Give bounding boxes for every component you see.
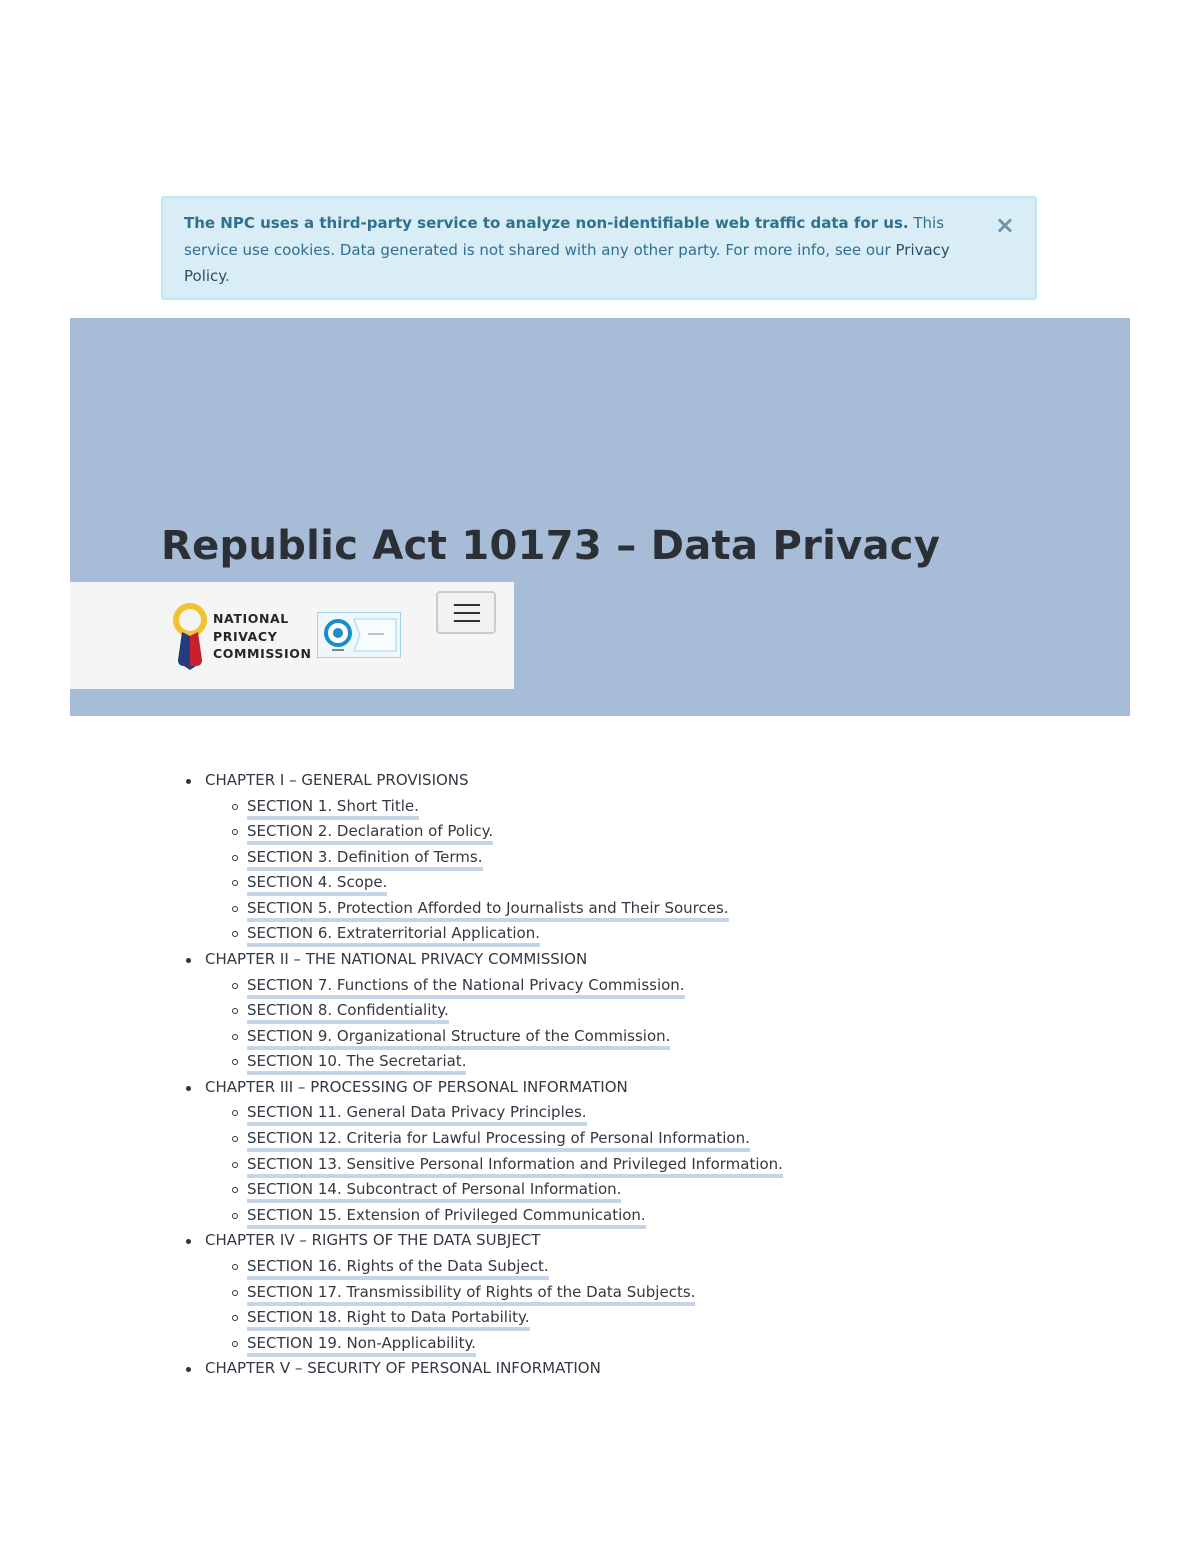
table-of-contents: [0, 768, 1200, 1382]
chapter-item: [0, 1228, 1200, 1356]
certification-seal-icon: [318, 613, 400, 657]
section-link[interactable]: SECTION 8. Confidentiality.: [247, 1001, 449, 1024]
section-link[interactable]: SECTION 5. Protection Afforded to Journalists and Their Sources.: [247, 899, 729, 922]
section-link[interactable]: SECTION 10. The Secretariat.: [247, 1052, 466, 1075]
certification-seal: [317, 612, 401, 658]
section-link[interactable]: SECTION 4. Scope.: [247, 873, 387, 896]
section-item: [247, 794, 1200, 820]
section-item: [247, 1331, 1200, 1357]
section-item: [247, 1305, 1200, 1331]
section-link[interactable]: SECTION 12. Criteria for Lawful Processing of Personal Information.: [247, 1129, 750, 1152]
org-name[interactable]: [213, 610, 312, 663]
notice-text: This service use cookies. Data generated is not shared with any other party. For more info, see our: [184, 214, 945, 259]
org-name-line2: PRIVACY: [213, 628, 278, 644]
section-item: [247, 1152, 1200, 1178]
section-item: [247, 1177, 1200, 1203]
navbar: [70, 582, 514, 689]
section-item: [247, 1100, 1200, 1126]
section-link[interactable]: SECTION 7. Functions of the National Privacy Commission.: [247, 976, 685, 999]
section-link[interactable]: SECTION 17. Transmissibility of Rights of the Data Subjects.: [247, 1283, 695, 1306]
section-list: [205, 1254, 1200, 1356]
notice-bold-text: The NPC uses a third-party service to analyze non-identifiable web traffic data for us.: [184, 214, 909, 232]
chapter-label: CHAPTER I – GENERAL PROVISIONS: [205, 771, 469, 789]
section-link[interactable]: SECTION 1. Short Title.: [247, 797, 419, 820]
section-link[interactable]: SECTION 15. Extension of Privileged Communication.: [247, 1206, 646, 1229]
section-item: [247, 870, 1200, 896]
section-item: [247, 973, 1200, 999]
section-item: [247, 1203, 1200, 1229]
chapter-label: CHAPTER V – SECURITY OF PERSONAL INFORMATION: [205, 1359, 601, 1378]
chapter-item: [0, 1356, 1200, 1382]
chapter-label: CHAPTER III – PROCESSING OF PERSONAL INFORMATION: [205, 1077, 628, 1096]
close-icon[interactable]: ×: [994, 211, 1015, 239]
org-name-line1: NATIONAL: [213, 611, 289, 626]
chapter-item: [0, 1075, 1200, 1228]
section-link[interactable]: SECTION 14. Subcontract of Personal Information.: [247, 1180, 621, 1203]
section-item: [247, 1024, 1200, 1050]
section-link[interactable]: SECTION 9. Organizational Structure of the Commission.: [247, 1027, 670, 1050]
section-link[interactable]: SECTION 19. Non-Applicability.: [247, 1334, 476, 1357]
section-item: [247, 1049, 1200, 1075]
section-list: [205, 794, 1200, 948]
privacy-policy-link[interactable]: Privacy Policy: [184, 240, 950, 285]
section-link[interactable]: SECTION 11. General Data Privacy Principles.: [247, 1103, 587, 1126]
section-link[interactable]: SECTION 16. Rights of the Data Subject.: [247, 1257, 549, 1280]
cookie-notice: [161, 196, 1037, 300]
chapter-label: CHAPTER II – THE NATIONAL PRIVACY COMMISSION: [205, 950, 588, 969]
npc-logo-icon[interactable]: [170, 602, 210, 670]
menu-toggle-button[interactable]: [436, 591, 496, 634]
section-list: [205, 1100, 1200, 1228]
org-name-line3: COMMISSION: [213, 646, 312, 661]
section-item: [247, 896, 1200, 922]
section-link[interactable]: SECTION 2. Declaration of Policy.: [247, 822, 493, 845]
section-item: [247, 921, 1200, 947]
section-item: [247, 1280, 1200, 1306]
section-item: [247, 998, 1200, 1024]
hero-banner: [70, 318, 1130, 716]
page-title: Republic Act 10173 – Data Privacy: [161, 523, 941, 569]
section-link[interactable]: SECTION 6. Extraterritorial Application.: [247, 924, 540, 947]
chapter-item: [0, 947, 1200, 1075]
section-item: [247, 1126, 1200, 1152]
section-link[interactable]: SECTION 13. Sensitive Personal Information and Privileged Information.: [247, 1155, 783, 1178]
section-link[interactable]: SECTION 18. Right to Data Portability.: [247, 1308, 530, 1331]
chapter-item: [0, 768, 1200, 947]
section-item: [247, 1254, 1200, 1280]
notice-end: .: [225, 267, 230, 285]
section-item: [247, 845, 1200, 871]
section-link[interactable]: SECTION 3. Definition of Terms.: [247, 848, 483, 871]
section-item: [247, 819, 1200, 845]
chapter-label: CHAPTER IV – RIGHTS OF THE DATA SUBJECT: [205, 1231, 541, 1250]
section-list: [205, 973, 1200, 1075]
